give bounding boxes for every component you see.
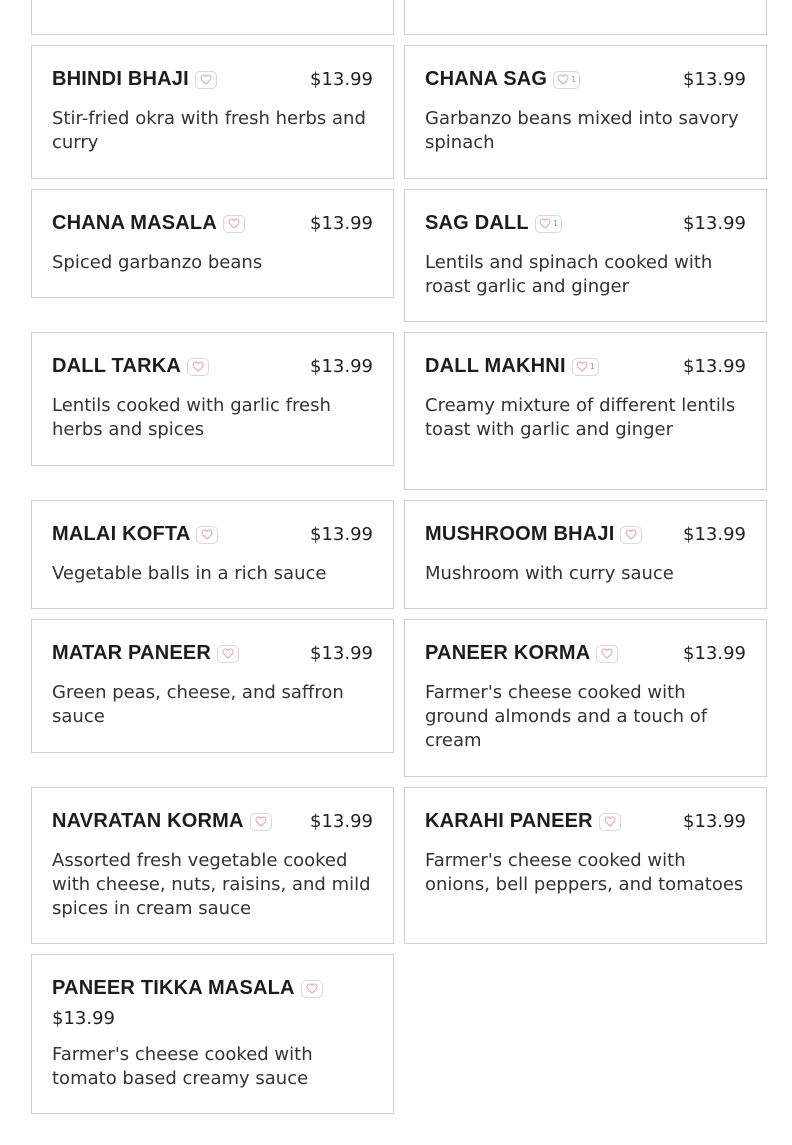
item-price: $13.99 <box>52 1008 115 1029</box>
menu-item-card[interactable] <box>31 787 394 944</box>
favorite-button[interactable] <box>301 980 323 998</box>
item-description: Assorted fresh vegetable cooked with cheese, nuts, raisins, and mild spices in cream sauce <box>52 850 371 919</box>
item-name: SAG DALL <box>425 212 529 234</box>
heart-icon <box>200 74 212 85</box>
heart-icon <box>255 816 267 827</box>
item-description: Farmer's cheese cooked with onions, bell peppers, and tomatoes <box>425 850 744 895</box>
menu-item-card-partial-left[interactable] <box>31 0 394 35</box>
item-name: MALAI KOFTA <box>52 523 191 545</box>
favorite-button[interactable] <box>535 215 562 233</box>
menu-item-card[interactable] <box>404 45 767 179</box>
item-name: NAVRATAN KORMA <box>52 810 244 832</box>
menu-item-card[interactable] <box>31 954 394 1114</box>
item-description: Lentils cooked with garlic fresh herbs and spices <box>52 395 331 440</box>
favorite-button[interactable] <box>196 526 218 544</box>
heart-icon <box>557 74 569 85</box>
item-price: $13.99 <box>683 213 746 234</box>
heart-icon <box>306 983 318 994</box>
favorite-button[interactable] <box>187 358 209 376</box>
item-description: Farmer's cheese cooked with tomato based creamy sauce <box>52 1044 313 1089</box>
favorite-button[interactable] <box>195 71 217 89</box>
item-description: Mushroom with curry sauce <box>425 563 674 584</box>
favorite-button[interactable] <box>250 813 272 831</box>
heart-icon <box>625 529 637 540</box>
item-description: Creamy mixture of different lentils toast with garlic and ginger <box>425 395 736 440</box>
heart-icon <box>222 648 234 659</box>
item-price: $13.99 <box>310 356 373 377</box>
item-price: $13.99 <box>683 524 746 545</box>
item-name: CHANA MASALA <box>52 212 217 234</box>
menu-item-card[interactable] <box>31 500 394 609</box>
menu-item-card[interactable] <box>31 45 394 179</box>
heart-icon <box>201 529 213 540</box>
heart-icon <box>192 361 204 372</box>
heart-icon <box>228 218 240 229</box>
menu-item-card[interactable] <box>31 332 394 466</box>
item-description: Spiced garbanzo beans <box>52 252 263 273</box>
item-name: DALL MAKHNI <box>425 355 566 377</box>
heart-icon <box>576 361 588 372</box>
favorite-button[interactable] <box>217 645 239 663</box>
menu-item-card-partial-right[interactable] <box>404 0 767 35</box>
heart-icon <box>539 218 551 229</box>
item-name: KARAHI PANEER <box>425 810 593 832</box>
item-name: PANEER TIKKA MASALA <box>52 977 295 999</box>
heart-icon <box>601 648 613 659</box>
favorite-button[interactable] <box>572 358 599 376</box>
item-description: Stir-fried okra with fresh herbs and curry <box>52 108 366 153</box>
item-price: $13.99 <box>310 524 373 545</box>
item-name: DALL TARKA <box>52 355 182 377</box>
item-description: Lentils and spinach cooked with roast garlic and ginger <box>425 252 713 297</box>
item-name: CHANA SAG <box>425 68 548 90</box>
item-price: $13.99 <box>310 643 373 664</box>
item-price: $13.99 <box>683 356 746 377</box>
menu-item-card[interactable] <box>404 332 767 490</box>
item-price: $13.99 <box>683 69 746 90</box>
item-name: BHINDI BHAJI <box>52 68 189 90</box>
like-count: 1 <box>589 362 595 371</box>
menu-item-card[interactable] <box>404 787 767 944</box>
favorite-button[interactable] <box>620 526 642 544</box>
favorite-button[interactable] <box>596 645 618 663</box>
item-price: $13.99 <box>683 811 746 832</box>
item-price: $13.99 <box>310 213 373 234</box>
favorite-button[interactable] <box>553 71 580 89</box>
like-count: 1 <box>571 75 577 84</box>
favorite-button[interactable] <box>223 215 245 233</box>
item-name: PANEER KORMA <box>425 642 591 664</box>
item-name: MATAR PANEER <box>52 642 212 664</box>
item-name: MUSHROOM BHAJI <box>425 523 615 545</box>
item-description: Vegetable balls in a rich sauce <box>52 563 327 584</box>
item-price: $13.99 <box>310 811 373 832</box>
menu-item-card[interactable] <box>31 619 394 753</box>
like-count: 1 <box>552 219 558 228</box>
heart-icon <box>604 816 616 827</box>
menu-item-card[interactable] <box>404 619 767 777</box>
item-price: $13.99 <box>683 643 746 664</box>
item-price: $13.99 <box>310 69 373 90</box>
favorite-button[interactable] <box>599 813 621 831</box>
menu-item-card[interactable] <box>404 500 767 609</box>
item-description: Farmer's cheese cooked with ground almonds and a touch of cream <box>425 682 708 751</box>
menu-item-card[interactable] <box>404 189 767 322</box>
item-description: Green peas, cheese, and saffron sauce <box>52 682 344 727</box>
item-description: Garbanzo beans mixed into savory spinach <box>425 108 739 153</box>
menu-item-card[interactable] <box>31 189 394 298</box>
